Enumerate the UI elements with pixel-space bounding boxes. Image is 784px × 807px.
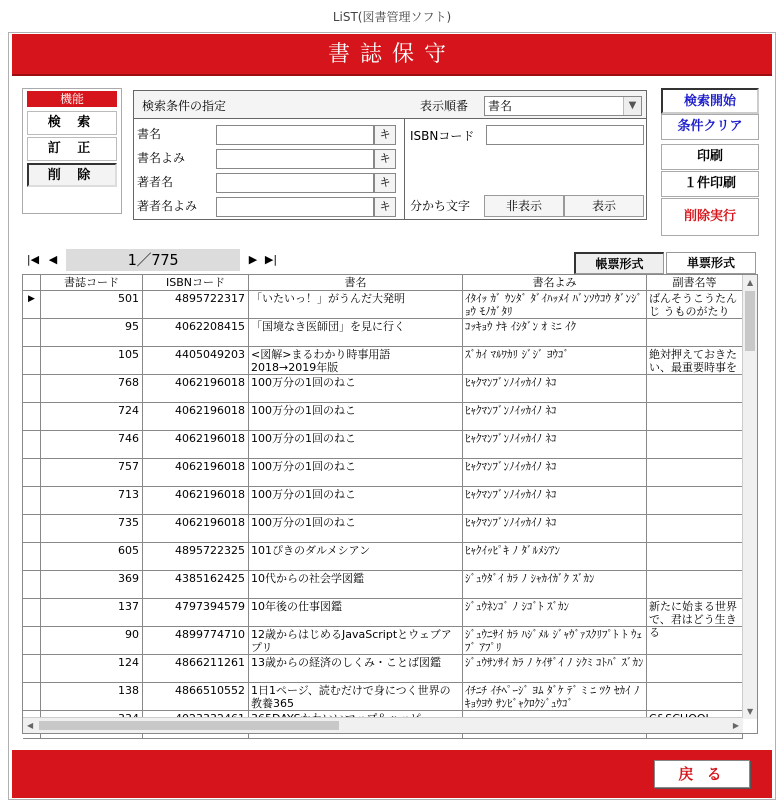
search-conditions-panel: [133, 90, 647, 220]
cell-reading[interactable]: ｲﾀｲｯ ｶﾞ ｳﾝﾀﾞ ﾀﾞｲﾊｯﾒｲ ﾊﾞﾝｿｳｺｳ ﾀﾞﾝｼﾞｮｳ ﾓﾉｶﾞﾀﾘ: [463, 291, 647, 319]
cell-isbn[interactable]: 4062196018: [143, 459, 249, 487]
table-row[interactable]: [23, 655, 743, 683]
search-header-label: 検索条件の指定: [142, 99, 227, 113]
function-search-button[interactable]: 検 索: [27, 111, 117, 135]
banner-title: 書誌保守: [327, 42, 456, 67]
grid-header: [23, 275, 743, 291]
row-selector[interactable]: [23, 599, 41, 627]
cell-reading[interactable]: ｼﾞｭｳｻﾝｻｲ ｶﾗ ﾉ ｹｲｻﾞｲ ﾉ ｼｸﾐ ｺﾄﾊﾞ ｽﾞｶﾝ: [463, 655, 647, 683]
author-kana-button[interactable]: キ: [374, 173, 396, 193]
cell-code[interactable]: 95: [41, 319, 143, 347]
tab-list-format[interactable]: 帳票形式: [574, 252, 664, 274]
cell-subtitle[interactable]: 絶対押えておきた い、最重要時事を: [647, 347, 743, 375]
cell-isbn[interactable]: 4866510552: [143, 683, 249, 711]
cell-subtitle[interactable]: 新たに始まる世界 で、君はどう生きる: [647, 599, 743, 627]
function-edit-button[interactable]: 訂 正: [27, 137, 117, 161]
cell-reading[interactable]: ﾋｬｸﾏﾝﾌﾞﾝﾉｲｯｶｲﾉ ﾈｺ: [463, 431, 647, 459]
cell-code[interactable]: 138: [41, 683, 143, 711]
table-row[interactable]: [23, 571, 743, 599]
column-header[interactable]: 副書名等: [647, 275, 743, 291]
cell-isbn[interactable]: 4062196018: [143, 431, 249, 459]
grid-body: [23, 291, 743, 717]
cell-code[interactable]: 724: [41, 403, 143, 431]
cell-subtitle[interactable]: [647, 627, 743, 655]
cell-isbn[interactable]: 4062196018: [143, 375, 249, 403]
cell-isbn[interactable]: 4899774710: [143, 627, 249, 655]
row-selector[interactable]: [23, 571, 41, 599]
cell-code[interactable]: 746: [41, 431, 143, 459]
author-input[interactable]: [216, 173, 374, 193]
title-input[interactable]: [216, 125, 374, 145]
function-header: 機能: [27, 91, 117, 107]
title-reading-input[interactable]: [216, 149, 374, 169]
cell-reading[interactable]: ｼﾞｭｳﾈﾝｺﾞ ﾉ ｼｺﾞﾄ ｽﾞｶﾝ: [463, 599, 647, 627]
cell-code[interactable]: 757: [41, 459, 143, 487]
separator-show-button[interactable]: 表示: [564, 195, 644, 217]
cell-title[interactable]: <図解>まるわかり時事用語 2018→2019年版: [249, 347, 463, 375]
cell-isbn[interactable]: 4405049203: [143, 347, 249, 375]
cell-title[interactable]: 10年後の仕事図鑑: [249, 599, 463, 627]
panel-divider: [404, 119, 405, 220]
row-selector-header: [23, 275, 41, 291]
cell-code[interactable]: 369: [41, 571, 143, 599]
cell-title[interactable]: 「いたいっ！」がうんだ大発明: [249, 291, 463, 319]
cell-reading[interactable]: ﾋｬｸﾏﾝﾌﾞﾝﾉｲｯｶｲﾉ ﾈｺ: [463, 375, 647, 403]
cell-title[interactable]: 100万分の1回のねこ: [249, 515, 463, 543]
scroll-up-icon[interactable]: ▲: [747, 278, 754, 287]
cell-code[interactable]: 735: [41, 515, 143, 543]
prev-record-icon[interactable]: ◀: [48, 253, 58, 266]
next-record-icon[interactable]: ▶: [248, 253, 258, 266]
row-selector[interactable]: [23, 431, 41, 459]
cell-title[interactable]: 100万分の1回のねこ: [249, 487, 463, 515]
cell-title[interactable]: 100万分の1回のねこ: [249, 431, 463, 459]
cell-title[interactable]: 「国境なき医師団」を見に行く: [249, 319, 463, 347]
cell-subtitle[interactable]: [647, 571, 743, 599]
scroll-left-icon[interactable]: ◀: [27, 721, 34, 730]
cell-code[interactable]: 605: [41, 543, 143, 571]
table-row[interactable]: [23, 375, 743, 403]
cell-subtitle[interactable]: [647, 459, 743, 487]
cell-subtitle[interactable]: ばんそうこうたんじ うものがたり: [647, 291, 743, 319]
last-record-icon[interactable]: ▶|: [264, 253, 278, 266]
row-selector[interactable]: [23, 347, 41, 375]
row-selector[interactable]: [23, 543, 41, 571]
cell-subtitle[interactable]: [647, 319, 743, 347]
table-row[interactable]: [23, 403, 743, 431]
cell-isbn[interactable]: 4895722325: [143, 543, 249, 571]
table-row[interactable]: [23, 627, 743, 655]
cell-isbn[interactable]: 4062196018: [143, 403, 249, 431]
cell-title[interactable]: 1日1ページ、読むだけで身につく世界の教養365: [249, 683, 463, 711]
function-delete-button[interactable]: 削 除: [27, 163, 117, 187]
vertical-scrollbar[interactable]: [742, 275, 757, 719]
separator-hide-button[interactable]: 非表示: [484, 195, 564, 217]
cell-title[interactable]: 101ぴきのダルメシアン: [249, 543, 463, 571]
print-button[interactable]: 印刷: [661, 144, 759, 170]
first-record-icon[interactable]: |◀: [26, 253, 40, 266]
author-label: 著者名: [137, 175, 174, 189]
cell-title[interactable]: 10代からの社会学図鑑: [249, 571, 463, 599]
cell-code[interactable]: 713: [41, 487, 143, 515]
table-row[interactable]: [23, 543, 743, 571]
table-row[interactable]: [23, 347, 743, 375]
cell-isbn[interactable]: 4797394579: [143, 599, 249, 627]
isbn-input[interactable]: [486, 125, 644, 145]
row-selector[interactable]: [23, 515, 41, 543]
cell-subtitle[interactable]: [647, 487, 743, 515]
cell-reading[interactable]: ﾋｬｸﾏﾝﾌﾞﾝﾉｲｯｶｲﾉ ﾈｺ: [463, 515, 647, 543]
cell-reading[interactable]: ｲﾁﾆﾁ ｲﾁﾍﾟｰｼﾞ ﾖﾑ ﾀﾞｹ ﾃﾞ ﾐ ﾆ ﾂｸ ｾｶｲ ﾉ ｷｮｳﾖｳ ｻﾝﾋﾞｬｸﾛｸｼﾞｭｳｺﾞ: [463, 683, 647, 711]
top-banner: [12, 34, 772, 76]
cell-isbn[interactable]: 4062196018: [143, 487, 249, 515]
scroll-right-icon[interactable]: ▶: [732, 721, 739, 730]
back-button[interactable]: 戻 る: [654, 760, 750, 788]
title-label: 書名: [137, 127, 162, 141]
table-row[interactable]: [23, 459, 743, 487]
cell-title[interactable]: 12歳からはじめるJavaScriptとウェブアプリ: [249, 627, 463, 655]
row-selector[interactable]: [23, 403, 41, 431]
record-counter: 1／775: [66, 249, 240, 271]
cell-title[interactable]: 100万分の1回のねこ: [249, 459, 463, 487]
title-kana-button[interactable]: キ: [374, 125, 396, 145]
window-title: LiST(図書管理ソフト): [0, 0, 784, 32]
table-row[interactable]: [23, 515, 743, 543]
sort-order-label: 表示順番: [420, 99, 469, 113]
cell-reading[interactable]: ｼﾞｭｳﾀﾞｲ ｶﾗ ﾉ ｼｬｶｲｶﾞｸ ｽﾞｶﾝ: [463, 571, 647, 599]
cell-code[interactable]: 124: [41, 655, 143, 683]
row-selector[interactable]: [23, 319, 41, 347]
cell-isbn[interactable]: 4385162425: [143, 571, 249, 599]
table-row[interactable]: [23, 487, 743, 515]
cell-subtitle[interactable]: [647, 543, 743, 571]
table-row[interactable]: [23, 319, 743, 347]
table-row[interactable]: [23, 291, 743, 319]
column-header[interactable]: 書名よみ: [463, 275, 647, 291]
cell-subtitle[interactable]: [647, 515, 743, 543]
delete-execute-button[interactable]: 削除実行: [661, 198, 759, 236]
cell-title[interactable]: 100万分の1回のねこ: [249, 403, 463, 431]
function-panel: [22, 88, 122, 214]
separator-label: 分かち文字: [410, 199, 471, 213]
records-grid: [22, 274, 758, 734]
row-selector[interactable]: [23, 683, 41, 711]
cell-title[interactable]: 100万分の1回のねこ: [249, 375, 463, 403]
table-row[interactable]: [23, 431, 743, 459]
cell-reading[interactable]: ﾋｬｸｲｯﾋﾟｷ ﾉ ﾀﾞﾙﾒｼｱﾝ: [463, 543, 647, 571]
chevron-down-icon[interactable]: ▼: [623, 97, 641, 115]
bottom-banner: [12, 750, 772, 798]
row-selector[interactable]: [23, 375, 41, 403]
scroll-down-icon[interactable]: ▼: [747, 707, 754, 716]
column-header[interactable]: ISBNコード: [143, 275, 249, 291]
isbn-label: ISBNコード: [410, 129, 475, 143]
author-reading-kana-button[interactable]: キ: [374, 197, 396, 217]
cell-isbn[interactable]: 4866211261: [143, 655, 249, 683]
search-header-bar: [134, 91, 646, 119]
cell-subtitle[interactable]: [647, 375, 743, 403]
cell-subtitle[interactable]: [647, 683, 743, 711]
cell-reading[interactable]: ｽﾞｶｲ ﾏﾙﾜｶﾘ ｼﾞｼﾞ ﾖｳｺﾞ: [463, 347, 647, 375]
cell-code[interactable]: 90: [41, 627, 143, 655]
cell-isbn[interactable]: 4062196018: [143, 515, 249, 543]
table-row[interactable]: [23, 683, 743, 711]
horizontal-scrollbar[interactable]: [23, 717, 743, 733]
cell-reading[interactable]: ﾋｬｸﾏﾝﾌﾞﾝﾉｲｯｶｲﾉ ﾈｺ: [463, 403, 647, 431]
cell-isbn[interactable]: 4062208415: [143, 319, 249, 347]
author-reading-input[interactable]: [216, 197, 374, 217]
vertical-scroll-thumb[interactable]: [745, 291, 755, 351]
clear-conditions-button[interactable]: 条件クリア: [661, 114, 759, 140]
cell-reading[interactable]: ﾋｬｸﾏﾝﾌﾞﾝﾉｲｯｶｲﾉ ﾈｺ: [463, 459, 647, 487]
cell-isbn[interactable]: 4895722317: [143, 291, 249, 319]
cell-reading[interactable]: ｼﾞｭｳﾆｻｲ ｶﾗ ﾊｼﾞﾒﾙ ｼﾞｬｳﾞｧｽｸﾘﾌﾟﾄ ﾄ ｳｪﾌﾞ ｱﾌﾟﾘ: [463, 627, 647, 655]
cell-code[interactable]: 768: [41, 375, 143, 403]
author-reading-label: 著者名よみ: [137, 199, 198, 213]
cell-subtitle[interactable]: [647, 431, 743, 459]
sort-order-select[interactable]: [484, 96, 642, 116]
print-one-button[interactable]: １件印刷: [661, 171, 759, 197]
cell-title[interactable]: 13歳からの経済のしくみ・ことば図鑑: [249, 655, 463, 683]
cell-code[interactable]: 105: [41, 347, 143, 375]
row-selector[interactable]: [23, 459, 41, 487]
row-selector[interactable]: [23, 655, 41, 683]
search-start-button[interactable]: 検索開始: [661, 88, 759, 114]
row-selector[interactable]: [23, 627, 41, 655]
cell-reading[interactable]: ｺｯｷｮｳ ﾅｷ ｲｼﾀﾞﾝ ｵ ﾐﾆ ｲｸ: [463, 319, 647, 347]
cell-code[interactable]: 501: [41, 291, 143, 319]
current-row-indicator-icon[interactable]: ▶: [23, 291, 41, 319]
column-header[interactable]: 書名: [249, 275, 463, 291]
sort-order-value: 書名: [488, 99, 513, 113]
title-reading-kana-button[interactable]: キ: [374, 149, 396, 169]
horizontal-scroll-thumb[interactable]: [39, 721, 339, 730]
title-reading-label: 書名よみ: [137, 151, 186, 165]
cell-code[interactable]: 137: [41, 599, 143, 627]
cell-subtitle[interactable]: [647, 403, 743, 431]
column-header[interactable]: 書誌コード: [41, 275, 143, 291]
tab-single-format[interactable]: 単票形式: [666, 252, 756, 274]
cell-reading[interactable]: ﾋｬｸﾏﾝﾌﾞﾝﾉｲｯｶｲﾉ ﾈｺ: [463, 487, 647, 515]
cell-subtitle[interactable]: [647, 655, 743, 683]
row-selector[interactable]: [23, 487, 41, 515]
